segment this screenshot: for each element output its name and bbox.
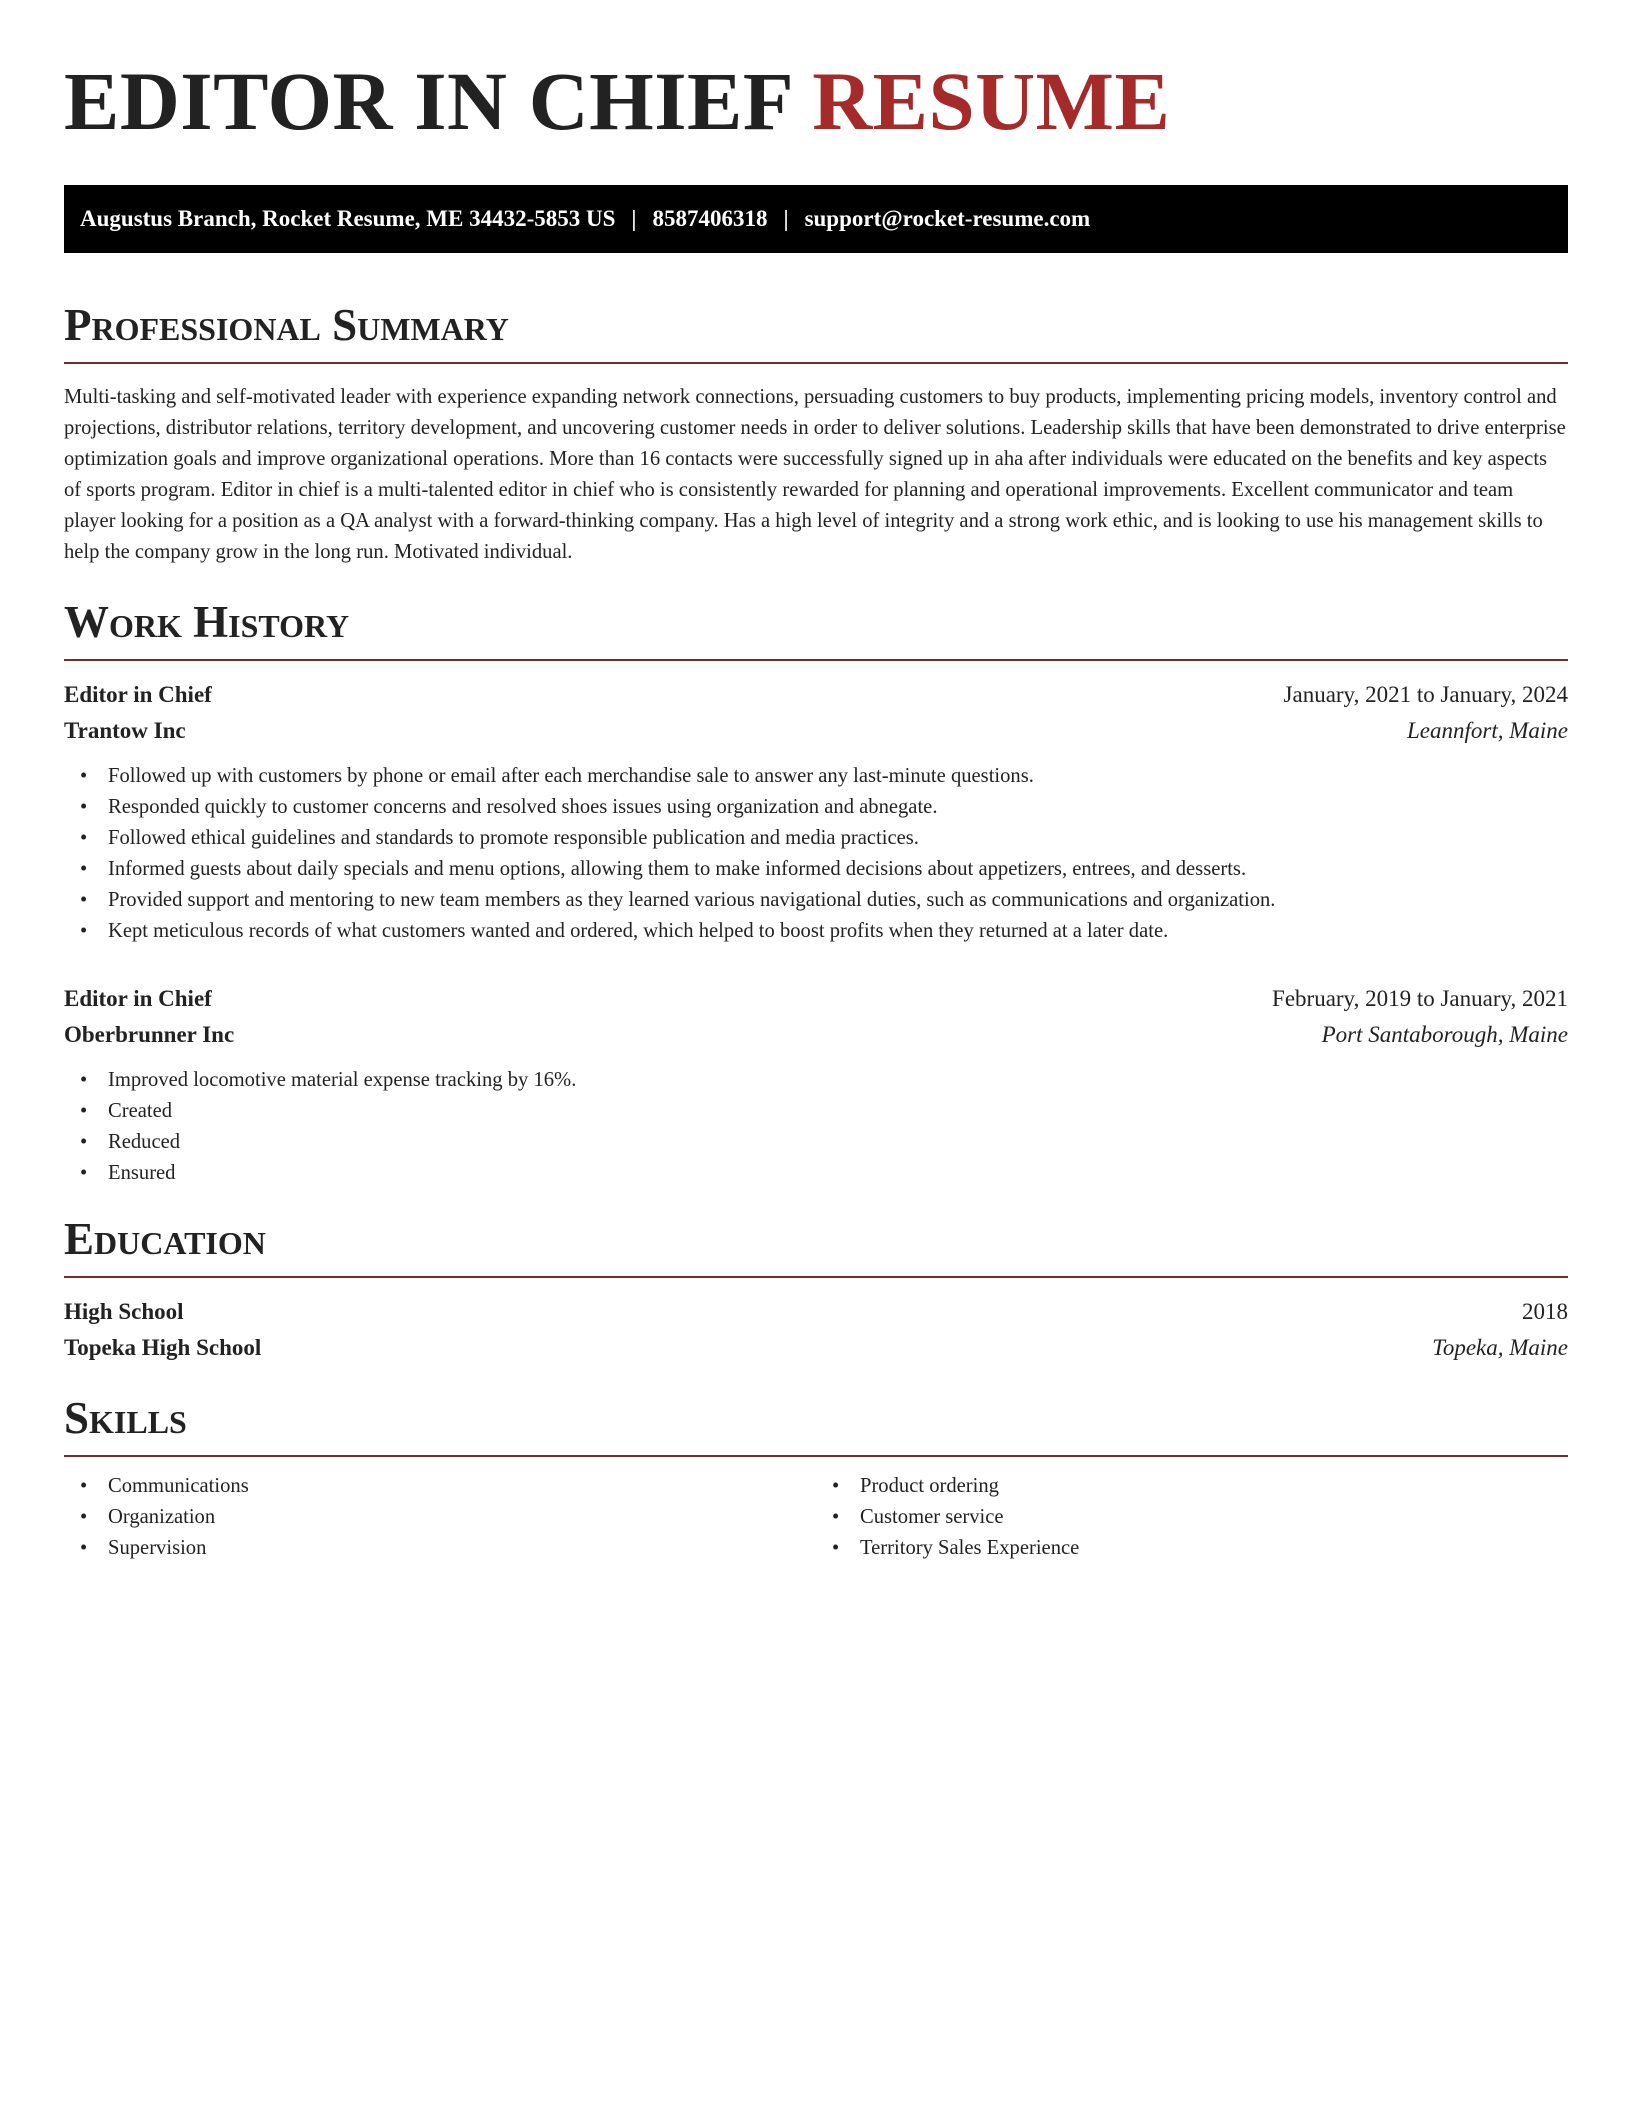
education-school-row [64, 1330, 1568, 1366]
job-title: Editor in Chief [64, 682, 212, 707]
skill-item: • Organization [64, 1502, 816, 1533]
skills-heading: Skills [64, 1396, 1568, 1457]
job-dates: January, 2021 to January, 2024 [1283, 682, 1568, 707]
job-bullets [64, 1065, 1568, 1189]
resume-title [64, 55, 1568, 147]
education-degree-row [64, 1294, 1568, 1330]
contact-phone: 8587406318 [652, 206, 768, 231]
contact-email: support@rocket-resume.com [804, 206, 1091, 231]
job-company: Oberbrunner Inc [64, 1022, 235, 1047]
job-entry [64, 677, 1568, 947]
job-bullet: • Kept meticulous records of what customers wanted and ordered, which helped to boost profits when they returned at a later date. [64, 916, 1568, 947]
skills-section [64, 1393, 1568, 1564]
skill-item: • Communications [64, 1471, 816, 1502]
title-accent: RESUME [812, 55, 1171, 147]
job-dates: February, 2019 to January, 2021 [1272, 986, 1568, 1011]
summary-text: Multi-tasking and self-motivated leader with experience expanding network connections, persuading customers to buy products, implementing pricing models, inventory control and projections, distributor relations, territory development, and uncovering customer needs in order to deliver solutions. Leadership skills that have been demonstrated to drive enterprise optimization goals and improve organizational operations. More than 16 contacts were successfully signed up in aha after individuals were educated on the benefits and key aspects of sports program. Editor in chief is a multi-talented editor in chief who is consistently rewarded for planning and operational improvements. Excellent communicator and team player looking for a position as a QA analyst with a forward-thinking company. Has a high level of integrity and a strong work ethic, and is looking to use his management skills to help the company grow in the long run. Motivated individual. [64, 386, 1566, 563]
education-entry [64, 1294, 1568, 1366]
education-location: Topeka, Maine [1432, 1335, 1568, 1360]
summary-section [64, 300, 1568, 568]
job-bullet: • Created [64, 1096, 1568, 1127]
job-company-row [64, 713, 1568, 749]
job-company: Trantow Inc [64, 718, 186, 743]
education-degree: High School [64, 1299, 184, 1324]
skills-grid [64, 1471, 1568, 1564]
job-bullet: • Ensured [64, 1158, 1568, 1189]
skill-item: • Supervision [64, 1533, 816, 1564]
job-bullet: • Followed up with customers by phone or email after each merchandise sale to answer any last-minute questions. [64, 761, 1568, 792]
education-school: Topeka High School [64, 1335, 262, 1360]
education-year: 2018 [1522, 1299, 1568, 1324]
job-company-row [64, 1017, 1568, 1053]
skills-list-left [64, 1471, 816, 1564]
job-entry [64, 981, 1568, 1189]
job-bullet: • Improved locomotive material expense tracking by 16%. [64, 1065, 1568, 1096]
skill-item: • Product ordering [816, 1471, 1568, 1502]
job-header-row [64, 677, 1568, 713]
work-history-section [64, 597, 1568, 1189]
education-section [64, 1214, 1568, 1366]
job-bullet: • Informed guests about daily specials and menu options, allowing them to make informed decisions about appetizers, entrees, and desserts. [64, 854, 1568, 885]
contact-bar [64, 185, 1568, 253]
contact-separator: | [631, 206, 637, 231]
job-bullet: • Reduced [64, 1127, 1568, 1158]
summary-heading: Professional Summary [64, 303, 1568, 364]
work-history-heading: Work History [64, 600, 1568, 661]
title-main: EDITOR IN CHIEF [64, 55, 791, 147]
job-location: Leannfort, Maine [1407, 718, 1568, 743]
education-heading: Education [64, 1217, 1568, 1278]
job-location: Port Santaborough, Maine [1321, 1022, 1568, 1047]
contact-address: Augustus Branch, Rocket Resume, ME 34432-5853 US [80, 206, 616, 231]
job-bullet: • Responded quickly to customer concerns and resolved shoes issues using organization and abnegate. [64, 792, 1568, 823]
contact-separator: | [783, 206, 789, 231]
skills-list-right [816, 1471, 1568, 1564]
job-bullet: • Provided support and mentoring to new team members as they learned various navigational duties, such as communications and organization. [64, 885, 1568, 916]
job-bullets [64, 761, 1568, 947]
skill-item: • Territory Sales Experience [816, 1533, 1568, 1564]
skill-item: • Customer service [816, 1502, 1568, 1533]
job-bullet: • Followed ethical guidelines and standards to promote responsible publication and media practices. [64, 823, 1568, 854]
job-title: Editor in Chief [64, 986, 212, 1011]
job-header-row [64, 981, 1568, 1017]
